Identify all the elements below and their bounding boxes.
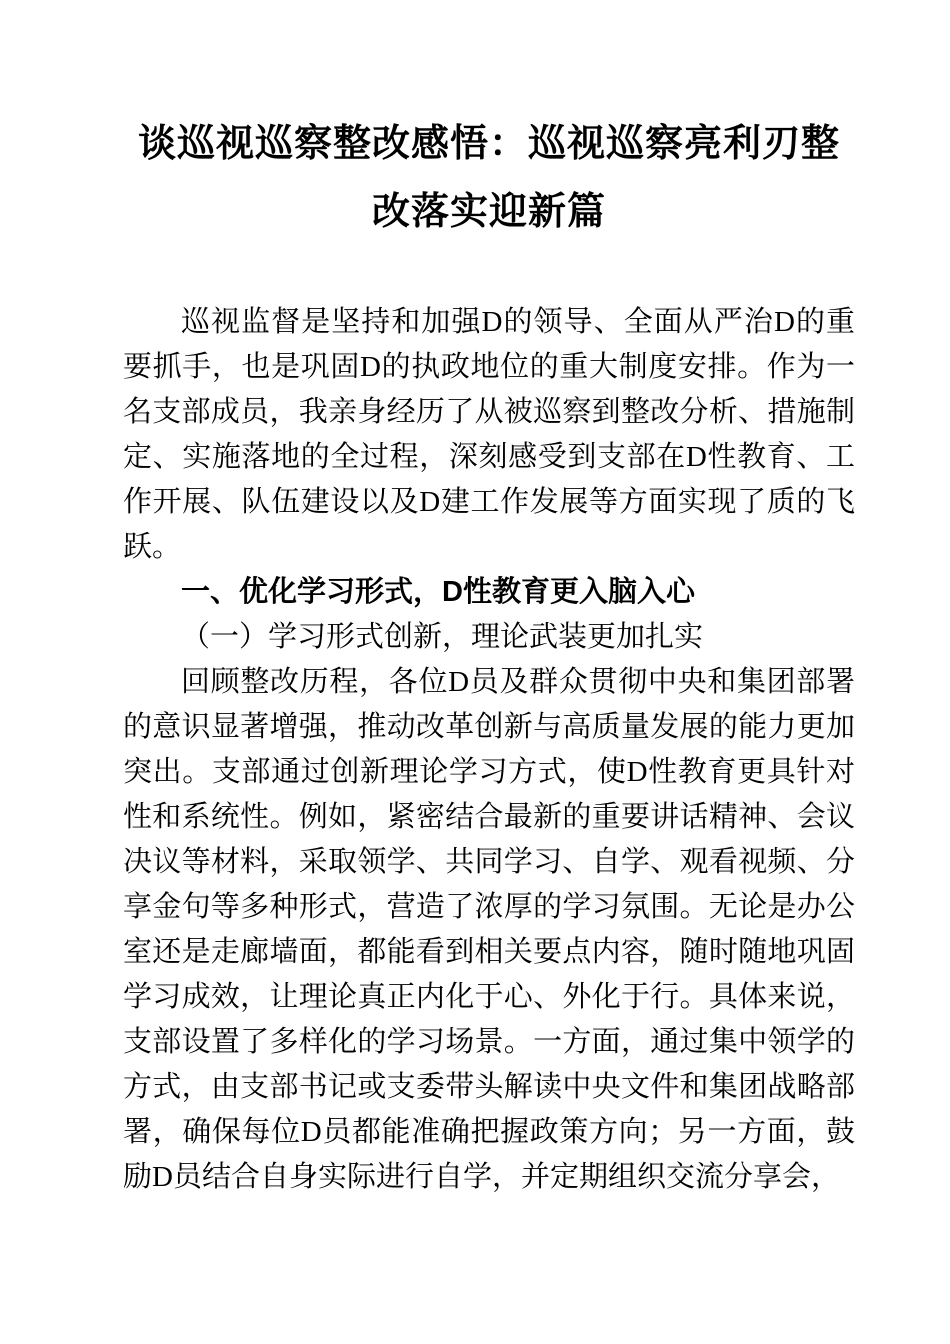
paragraph: 巡视监督是坚持和加强D的领导、全面从严治D的重要抓手，也是巩固D的执政地位的重大制度安排。作为一名支部成员，我亲身经历了从被巡察到整改分析、措施制定、实施落地的全过程，深刻感受到支部在D性教育、工作开展、队伍建设以及D建工作发展等方面实现了质的飞跃。	[123, 306, 855, 563]
sub-heading: （一）学习形式创新，理论武装更加扎实	[181, 621, 704, 653]
paragraph: 回顾整改历程，各位D员及群众贯彻中央和集团部署的意识显著增强，推动改革创新与高质量发展的能力更加突出。支部通过创新理论学习方式，使D性教育更具针对性和系统性。例如，紧密结合最新的重要讲话精神、会议决议等材料，采取领学、共同学习、自学、观看视频、分享金句等多种形式，营造了浓厚的学习氛围。无论是办公室还是走廊墙面，都能看到相关要点内容，随时随地巩固学习成效，让理论真正内化于心、外化于行。具体来说，支部设置了多样化的学习场景。一方面，通过集中领学的方式，由支部书记或支委带头解读中央文件和集团战略部署，确保每位D员都能准确把握政策方向；另一方面，鼓励D员结合自身实际进行自学，并定期组织交流分享会，	[123, 666, 855, 1193]
section-heading: 一、优化学习形式，D性教育更入脑入心	[181, 576, 695, 608]
document-body	[123, 300, 855, 1200]
document-title: 谈巡视巡察整改感悟：巡视巡察亮利刃整改落实迎新篇	[137, 123, 840, 233]
